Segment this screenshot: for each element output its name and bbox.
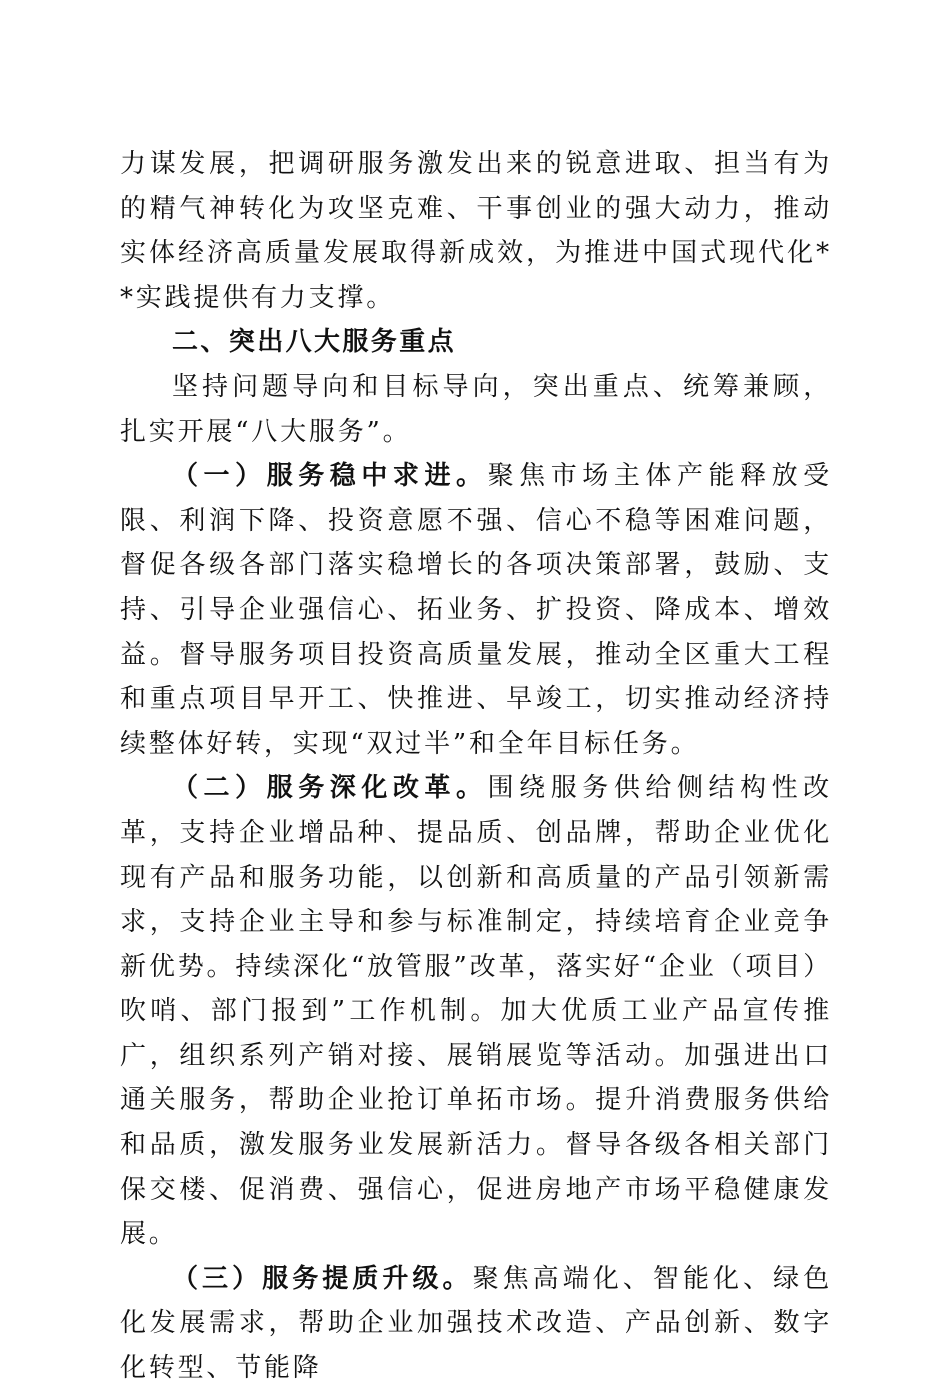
paragraph-item-3 — [120, 1257, 832, 1391]
item-2-lead: （二）服务深化改革。 — [172, 773, 488, 804]
paragraph-continuation: 力谋发展，把调研服务激发出来的锐意进取、担当有为的精气神转化为攻坚克难、干事创业的强大动力，推动实体经济高质量发展取得新成效，为推进中国式现代化**实践提供有力支撑。 — [120, 149, 832, 313]
paragraph-intro: 坚持问题导向和目标导向，突出重点、统筹兼顾，扎实开展“八大服务”。 — [120, 371, 832, 447]
item-2-body: 围绕服务供给侧结构性改革，支持企业增品种、提品质、创品牌，帮助企业优化现有产品和服务功能，以创新和高质量的产品引领新需求，支持企业主导和参与标准制定，持续培育企业竞争新优势。持续深化“放管服”改革，落实好“企业（项目）吹哨、部门报到”工作机制。加大优质工业产品宣传推广，组织系列产销对接、展销展览等活动。加强进出口通关服务，帮助企业抢订单拓市场。提升消费服务供给和品质，激发服务业发展新活力。督导各级各相关部门保交楼、促消费、强信心，促进房地产市场平稳健康发展。 — [120, 773, 832, 1250]
item-3-body: 聚焦高端化、智能化、绿色化发展需求，帮助企业加强技术改造、产品创新、数字化转型、节能降 — [120, 1263, 832, 1384]
paragraph-item-1 — [120, 454, 832, 766]
paragraph-item-2 — [120, 766, 832, 1257]
item-1-body: 聚焦市场主体产能释放受限、利润下降、投资意愿不强、信心不稳等困难问题，督促各级各部门落实稳增长的各项决策部署，鼓励、支持、引导企业强信心、拓业务、扩投资、降成本、增效益。督导服务项目投资高质量发展，推动全区重大工程和重点项目早开工、快推进、早竣工，切实推动经济持续整体好转，实现“双过半”和全年目标任务。 — [120, 461, 832, 759]
document-body — [120, 142, 832, 1391]
section-heading: 二、突出八大服务重点 — [172, 327, 457, 358]
item-3-lead: （三）服务提质升级。 — [172, 1263, 473, 1294]
item-1-lead: （一）服务稳中求进。 — [172, 461, 488, 492]
